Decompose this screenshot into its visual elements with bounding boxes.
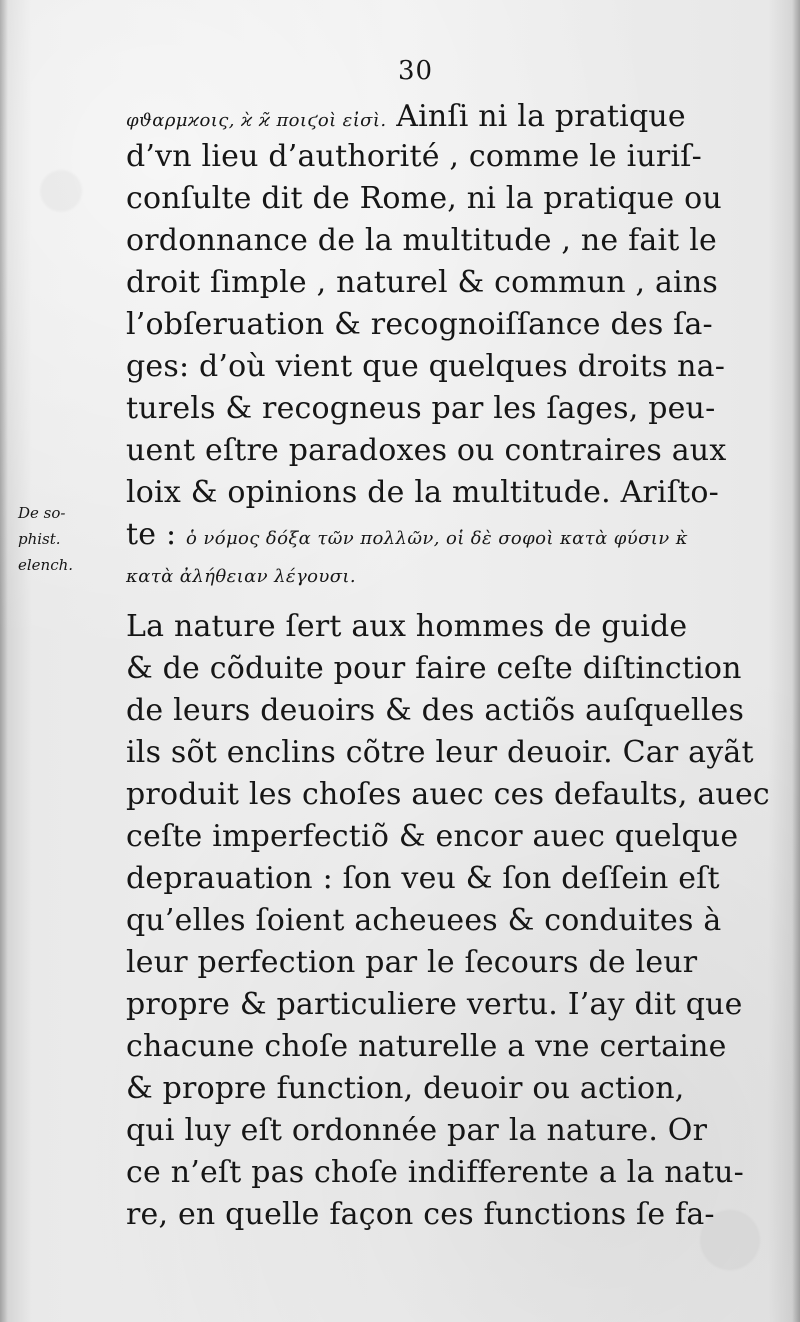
text-line-21: leur perfection par le ſecours de leur — [126, 945, 698, 980]
text-line-20: qu’elles ſoient acheuees & conduites à — [126, 903, 722, 938]
latin-fragment: Ainſi ni la pratique — [396, 99, 686, 134]
text-line-24: & propre function, deuoir ou action, — [126, 1071, 685, 1106]
text-line-14: & de cõduite pour faire ceſte diſtinction — [126, 651, 742, 686]
text-line-19: deprauation : ſon veu & ſon deſſein eſt — [126, 861, 720, 896]
text-line-3: conſulte dit de Rome, ni la pratique ou — [126, 181, 722, 216]
text-line-17: produit les choſes auec ces defaults, auec — [126, 777, 770, 812]
text-line-5: droit ſimple , naturel & commun , ains — [126, 265, 718, 300]
text-line-22: propre & particuliere vertu. I’ay dit que — [126, 987, 743, 1022]
text-line-27: re, en quelle façon ces functions ſe fa- — [126, 1197, 715, 1232]
text-line-10: loix & opinions de la multitude. Ariſto- — [126, 475, 719, 510]
text-line-13: La nature ſert aux hommes de guide — [126, 609, 688, 644]
text-line-4: ordonnance de la multitude , ne fait le — [126, 223, 718, 258]
text-line-9: uent eſtre paradoxes ou contraires aux — [126, 433, 727, 468]
text-line-1 — [126, 98, 750, 136]
page-number: 30 — [398, 56, 434, 86]
margin-note: De so- phist. elench. — [18, 504, 74, 574]
text-line-11 — [126, 516, 750, 554]
left-page-shadow — [0, 0, 8, 1322]
text-line-7: ges: d’où vient que quelques droits na- — [126, 349, 726, 384]
greek-fragment: ὁ νόμος δόξα τῶν πολλῶν, οἱ δὲ σοφοὶ κατὰ φύσιν κ̀ — [186, 528, 688, 549]
greek-fragment: φϑαρμϰοις, ϰ̀ ϰ̃ ποιϛοὶ εἰσὶ. — [126, 110, 387, 131]
text-line-25: qui luy eſt ordonnée par la nature. Or — [126, 1113, 708, 1148]
text-line-8: turels & recogneus par les ſages, peu- — [126, 391, 716, 426]
latin-fragment: te : — [126, 517, 186, 552]
paper-stain — [40, 170, 82, 212]
text-line-15: de leurs deuoirs & des actiõs auſquelles — [126, 693, 745, 728]
right-page-shadow — [792, 0, 800, 1322]
text-line-26: ce n’eſt pas choſe indifferente a la natu- — [126, 1155, 744, 1190]
text-line-16: ils sõt enclins cõtre leur deuoir. Car ayãt — [126, 735, 754, 770]
text-line-6: l’obſeruation & recognoiſſance des ſa- — [126, 307, 713, 342]
text-line-18: ceſte imperfectiõ & encor auec quelque — [126, 819, 739, 854]
text-line-2: d’vn lieu d’authorité , comme le iuriſ- — [126, 139, 702, 174]
text-line-12: κατὰ ἀλήθειαν λέγουσι. — [126, 566, 356, 587]
text-line-23: chacune choſe naturelle a vne certaine — [126, 1029, 727, 1064]
